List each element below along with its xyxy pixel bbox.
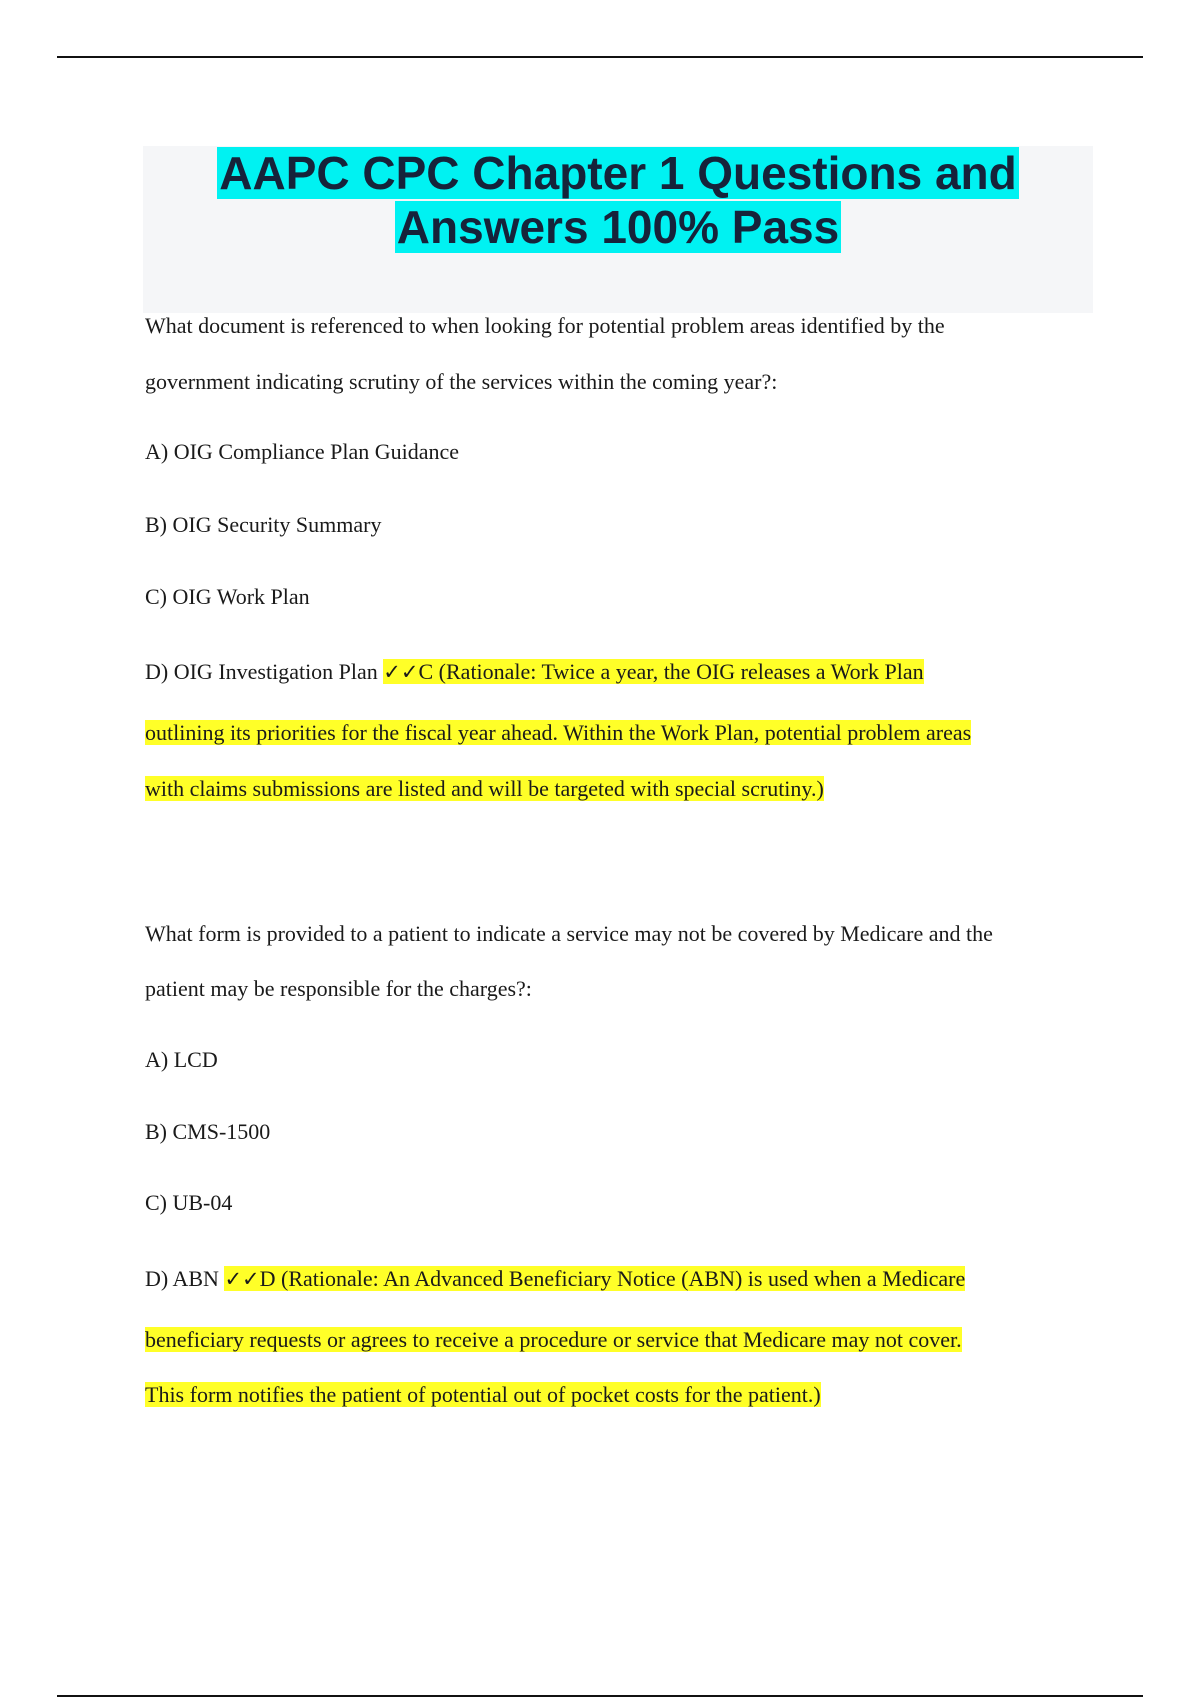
question-2-option-c: C) UB-04 [145, 1190, 233, 1215]
question-2-answer-line-3: This form notifies the patient of potential out of pocket costs for the patient.) [145, 1382, 821, 1407]
question-1-prompt-line-1: What document is referenced to when looking for potential problem areas identified by the [145, 313, 945, 338]
question-2-option-b: B) CMS-1500 [145, 1119, 271, 1144]
checkmark-icon: ✓✓ [224, 1267, 260, 1291]
checkmark-icon: ✓✓ [383, 660, 419, 684]
question-1-answer-line-2: outlining its priorities for the fiscal year ahead. Within the Work Plan, potential problem areas [145, 720, 972, 745]
question-1-answer-line-3: with claims submissions are listed and will be targeted with special scrutiny.) [145, 776, 824, 801]
question-1-answer-line-2-row [145, 719, 1085, 747]
question-2-answer-line-2-row [145, 1326, 1085, 1354]
question-2-prompt-line-1: What form is provided to a patient to indicate a service may not be covered by Medicare and the [145, 921, 993, 946]
question-1-option-d: D) OIG Investigation Plan [145, 659, 384, 684]
question-2-answer-line-3-row [145, 1381, 1085, 1409]
question-2-answer-line-1-highlight [224, 1266, 965, 1291]
question-2-option-d: D) ABN [145, 1266, 225, 1291]
question-2-answer-line-1: D (Rationale: An Advanced Beneficiary Notice (ABN) is used when a Medicare [259, 1266, 966, 1291]
question-1-prompt-line-2: government indicating scrutiny of the services within the coming year?: [145, 369, 778, 394]
question-1-answer-line-1-highlight [383, 659, 923, 684]
question-2-prompt-line-2: patient may be responsible for the charges?: [145, 976, 532, 1001]
question-1-answer-line-3-row [145, 775, 1085, 803]
question-1-option-b: B) OIG Security Summary [145, 512, 382, 537]
question-1-answer-line-1: C (Rationale: Twice a year, the OIG releases a Work Plan [418, 659, 924, 684]
bottom-rule [57, 1695, 1143, 1697]
question-2-answer-line-2: beneficiary requests or agrees to receive a procedure or service that Medicare may not cover. [145, 1327, 962, 1352]
question-2-option-d-line [145, 1265, 1085, 1293]
question-1-option-d-line [145, 658, 1085, 686]
title-line-1: AAPC CPC Chapter 1 Questions and [219, 147, 1017, 199]
title-line-2: Answers 100% Pass [396, 201, 840, 253]
question-1-option-c: C) OIG Work Plan [145, 584, 310, 609]
question-1-option-a: A) OIG Compliance Plan Guidance [145, 439, 460, 464]
question-2-option-a: A) LCD [145, 1047, 218, 1072]
top-rule [57, 56, 1143, 58]
document-title [143, 146, 1093, 313]
